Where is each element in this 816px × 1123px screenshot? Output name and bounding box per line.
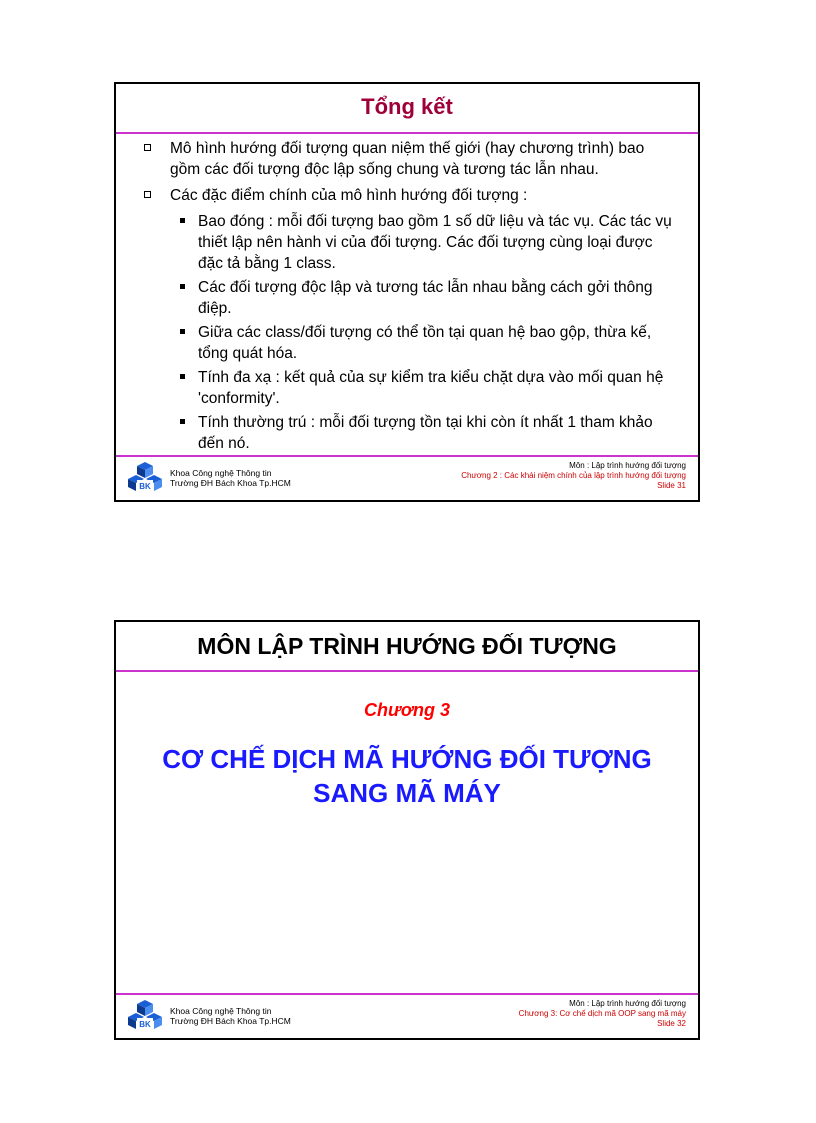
slide-footer	[116, 993, 698, 1038]
chapter-heading-line: CƠ CHẾ DỊCH MÃ HƯỚNG ĐỐI TƯỢNG	[162, 744, 652, 774]
sub-bullet-text: Tính đa xạ : kết quả của sự kiểm tra kiểu chặt dựa vào mối quan hệ 'conformity'.	[198, 369, 664, 407]
filled-square-bullet-icon	[180, 419, 185, 424]
chapter-heading-line: SANG MÃ MÁY	[313, 778, 501, 808]
chapter-heading	[116, 742, 698, 810]
bk-logo-icon	[126, 461, 164, 495]
footer-course: Môn : Lập trình hướng đối tượng	[569, 461, 686, 470]
filled-square-bullet-icon	[180, 374, 185, 379]
square-bullet-icon	[144, 144, 151, 151]
slide-title-bar	[116, 622, 698, 672]
footer-course: Môn : Lập trình hướng đối tượng	[569, 999, 686, 1008]
filled-square-bullet-icon	[180, 284, 185, 289]
footer-course-info	[519, 999, 686, 1029]
slide-footer	[116, 455, 698, 500]
sub-bullet-item	[140, 211, 678, 274]
filled-square-bullet-icon	[180, 218, 185, 223]
slide-body	[140, 138, 678, 457]
sub-bullet-list	[140, 211, 678, 454]
slide-31	[114, 82, 700, 502]
footer-school: Trường ĐH Bách Khoa Tp.HCM	[170, 478, 291, 488]
footer-chapter: Chương 3: Cơ chế dịch mã OOP sang mã máy	[518, 1009, 686, 1018]
slide-32	[114, 620, 700, 1040]
chapter-label: Chương 3	[364, 700, 450, 720]
bk-logo-icon	[126, 999, 164, 1033]
logo-text: BK	[139, 1020, 151, 1029]
footer-slide-number: Slide 31	[657, 481, 686, 490]
footer-course-info	[461, 461, 686, 491]
slide-title: MÔN LẬP TRÌNH HƯỚNG ĐỐI TƯỢNG	[197, 633, 617, 659]
sub-bullet-item	[140, 322, 678, 364]
footer-dept: Khoa Công nghệ Thông tin	[170, 1006, 272, 1016]
footer-school: Trường ĐH Bách Khoa Tp.HCM	[170, 1016, 291, 1026]
footer-institution	[170, 468, 291, 488]
bullet-item	[140, 138, 678, 180]
sub-bullet-text: Giữa các class/đối tượng có thể tồn tại quan hệ bao gộp, thừa kế, tổng quát hóa.	[198, 324, 652, 362]
sub-bullet-text: Các đối tượng độc lập và tương tác lẫn nhau bằng cách gởi thông điệp.	[198, 279, 653, 317]
logo-text: BK	[139, 482, 151, 491]
slide-title-bar	[116, 84, 698, 134]
sub-bullet-item	[140, 367, 678, 409]
sub-bullet-text: Tính thường trú : mỗi đối tượng tồn tại khi còn ít nhất 1 tham khảo đến nó.	[198, 414, 653, 452]
sub-bullet-item	[140, 277, 678, 319]
filled-square-bullet-icon	[180, 329, 185, 334]
sub-bullet-text: Bao đóng : mỗi đối tượng bao gồm 1 số dữ liệu và tác vụ. Các tác vụ thiết lập nên hành vi của đối tượng. Các đối tượng cùng loại được đặc tả bằng 1 class.	[198, 213, 672, 272]
footer-institution	[170, 1006, 291, 1026]
bullet-item	[140, 185, 678, 206]
footer-dept: Khoa Công nghệ Thông tin	[170, 468, 272, 478]
sub-bullet-item	[140, 412, 678, 454]
bullet-text: Mô hình hướng đối tượng quan niệm thế giới (hay chương trình) bao gồm các đối tượng độc lập sống chung và tương tác lẫn nhau.	[170, 140, 645, 178]
footer-chapter: Chương 2 : Các khái niệm chính của lập trình hướng đối tượng	[461, 471, 686, 480]
footer-slide-number: Slide 32	[657, 1019, 686, 1028]
square-bullet-icon	[144, 191, 151, 198]
bullet-text: Các đặc điểm chính của mô hình hướng đối tượng :	[170, 187, 528, 204]
slide-title: Tổng kết	[361, 94, 453, 119]
